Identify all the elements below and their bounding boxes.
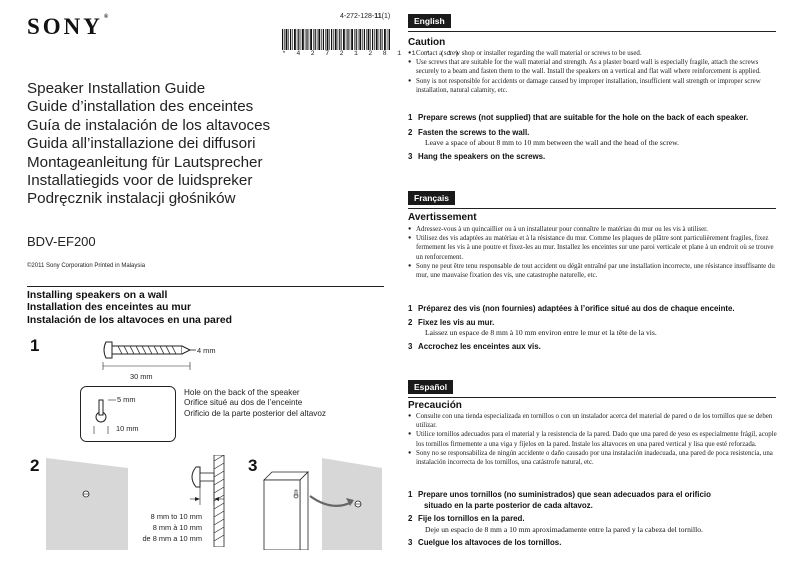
hole-height-label: 10 mm — [116, 424, 139, 433]
steps-en — [408, 113, 788, 162]
title-italian: Guida all’installazione dei diffusori — [27, 135, 256, 153]
list-item: ● Utilice tornillos adecuados para el material y la resistencia de la pared. Dado que una pared de yeso es especialmente frágil, acople los tornillos firmemente a una viga y fíjelos en la pared. Instale los altavoces en una pared vertical y lisa que esté reforzada. — [408, 430, 778, 448]
step-2-number: 2 — [30, 456, 40, 475]
caution-heading-fr: Avertissement — [408, 212, 477, 223]
screw-diameter-label: 4 mm — [197, 346, 216, 355]
step-item: 3 Hang the speakers on the screws. — [408, 151, 546, 161]
screw-diagram — [100, 336, 240, 386]
caution-list-en — [408, 49, 778, 95]
step-item: 2 Fije los tornillos en la pared. — [408, 514, 525, 524]
step-detail: Leave a space of about 8 mm to 10 mm between the wall and the head of the screw. — [425, 138, 680, 148]
step-detail: Deje un espacio de 8 mm a 10 mm aproximadamente entre la pared y la cabeza del tornillo. — [425, 524, 703, 534]
hole-width-label: 5 mm — [117, 395, 136, 404]
caution-list-es — [408, 412, 778, 467]
step-item: 3 Cuelgue los altavoces de los tornillos. — [408, 538, 562, 548]
step-item-continued: situado en la parte posterior de cada altavoz. — [424, 500, 593, 510]
list-item: ● Sony is not responsible for accidents or damage caused by improper installation, insufficient wall strength or improper screw installation, natural calamity, etc. — [408, 77, 778, 95]
title-english: Speaker Installation Guide — [27, 80, 206, 97]
divider — [408, 31, 776, 32]
sony-logo: SONY® — [27, 14, 109, 39]
steps-fr — [408, 304, 788, 352]
caution-list-fr — [408, 225, 778, 280]
title-spanish: Guía de instalación de los altavoces — [27, 116, 271, 134]
list-item: ● Utilisez des vis adaptées au matériau et à la résistance du mur. Comme les plaques de plâtre sont particulièrement fragiles, fixez fermement les vis à une poutre et fixez-les au mur. Installez les enceintes sur une paroi verticale et plane à un endroit où se trouve un renforcement. — [408, 234, 778, 262]
divider — [408, 208, 776, 209]
list-item: ● Use screws that are suitable for the wall material and strength. As a plaster board wall is especially fragile, attach the screws securely to a beam and fasten them to the wall. Install the speakers on a vertical and flat wall where reinforcement is applied. — [408, 58, 778, 76]
step-item: 2 Fasten the screws to the wall. — [408, 127, 530, 137]
step-1-number: 1 — [30, 336, 40, 355]
list-item: ● Consulte con una tienda especializada en tornillos o con un instalador acerca del material de pared o de los tornillos que se deben utilizar. — [408, 412, 778, 430]
title-dutch: Installatiegids voor de luidspreker — [27, 172, 253, 190]
hanging-speaker-diagram — [262, 458, 388, 550]
tab-english: English — [408, 14, 451, 28]
title-french: Guide d’installation des enceintes — [27, 98, 254, 116]
hole-caption: Hole on the back of the speaker Orifice situé au dos de l’enceinte Orificio de la parte posterior del altavoz — [184, 388, 326, 418]
part-number: 4-272-128-11(1) — [340, 13, 391, 20]
divider — [408, 397, 776, 398]
wall-screw-diagram — [46, 458, 136, 550]
step-item: 1 Préparez des vis (non fournies) adaptées à l’orifice situé au dos de chaque enceinte. — [408, 304, 735, 313]
barcode-graphic — [282, 29, 390, 50]
caution-heading-es: Precaución — [408, 400, 462, 411]
screw-length-label: 30 mm — [130, 372, 153, 381]
tab-francais: Français — [408, 191, 455, 205]
step-item: 1 Prepare unos tornillos (no suministrados) que sean adecuados para el orificio — [408, 490, 711, 499]
step-item: 1 Prepare screws (not supplied) that are suitable for the hole on the back of each speaker. — [408, 113, 749, 122]
installation-heading: Installing speakers on a wall Installation des enceintes au mur Instalación de los altavoces en una pared — [27, 290, 232, 326]
barcode-number: * 4 2 7 2 1 2 8 1 1 * (1) — [282, 50, 463, 57]
step-detail: Laissez un espace de 8 mm à 10 mm environ entre le mur et la tête de la vis. — [425, 328, 657, 338]
list-item: ● Sony ne peut être tenu responsable de tout accident ou dégât entraîné par une installation incorrecte, une résistance insuffisante du mur, une mauvaise fixation des vis, une catastrophe naturelle, etc. — [408, 262, 778, 280]
divider — [27, 286, 384, 287]
copyright: ©2011 Sony Corporation Printed in Malaysia — [27, 263, 146, 269]
title-polish: Podręcznik instalacji głośników — [27, 190, 236, 208]
list-item: ● Sony no se responsabiliza de ningún accidente o daño causado por una instalación inadecuada, una pared de poca resistencia, una instalación incorrecta de los tornillos, una catástrofe natural, etc. — [408, 449, 778, 467]
list-item: ● Contact a screw shop or installer regarding the wall material or screws to be used. — [408, 49, 778, 58]
caution-heading-en: Caution — [408, 37, 446, 48]
list-item: ● Adressez-vous à un quincaillier ou à un installateur pour connaître le matériau du mur ou les vis à utiliser. — [408, 225, 778, 234]
step-3-number: 3 — [248, 456, 258, 475]
gap-caption: 8 mm to 10 mm 8 mm à 10 mm de 8 mm a 10 mm — [142, 512, 202, 543]
title-german: Montageanleitung für Lautsprecher — [27, 153, 263, 171]
steps-es — [408, 490, 788, 549]
step-item: 3 Accrochez les enceintes aux vis. — [408, 341, 541, 351]
tab-espanol: Español — [408, 380, 453, 394]
guide-titles — [27, 80, 270, 209]
step-item: 2 Fixez les vis au mur. — [408, 317, 495, 327]
model-number: BDV-EF200 — [27, 234, 96, 249]
